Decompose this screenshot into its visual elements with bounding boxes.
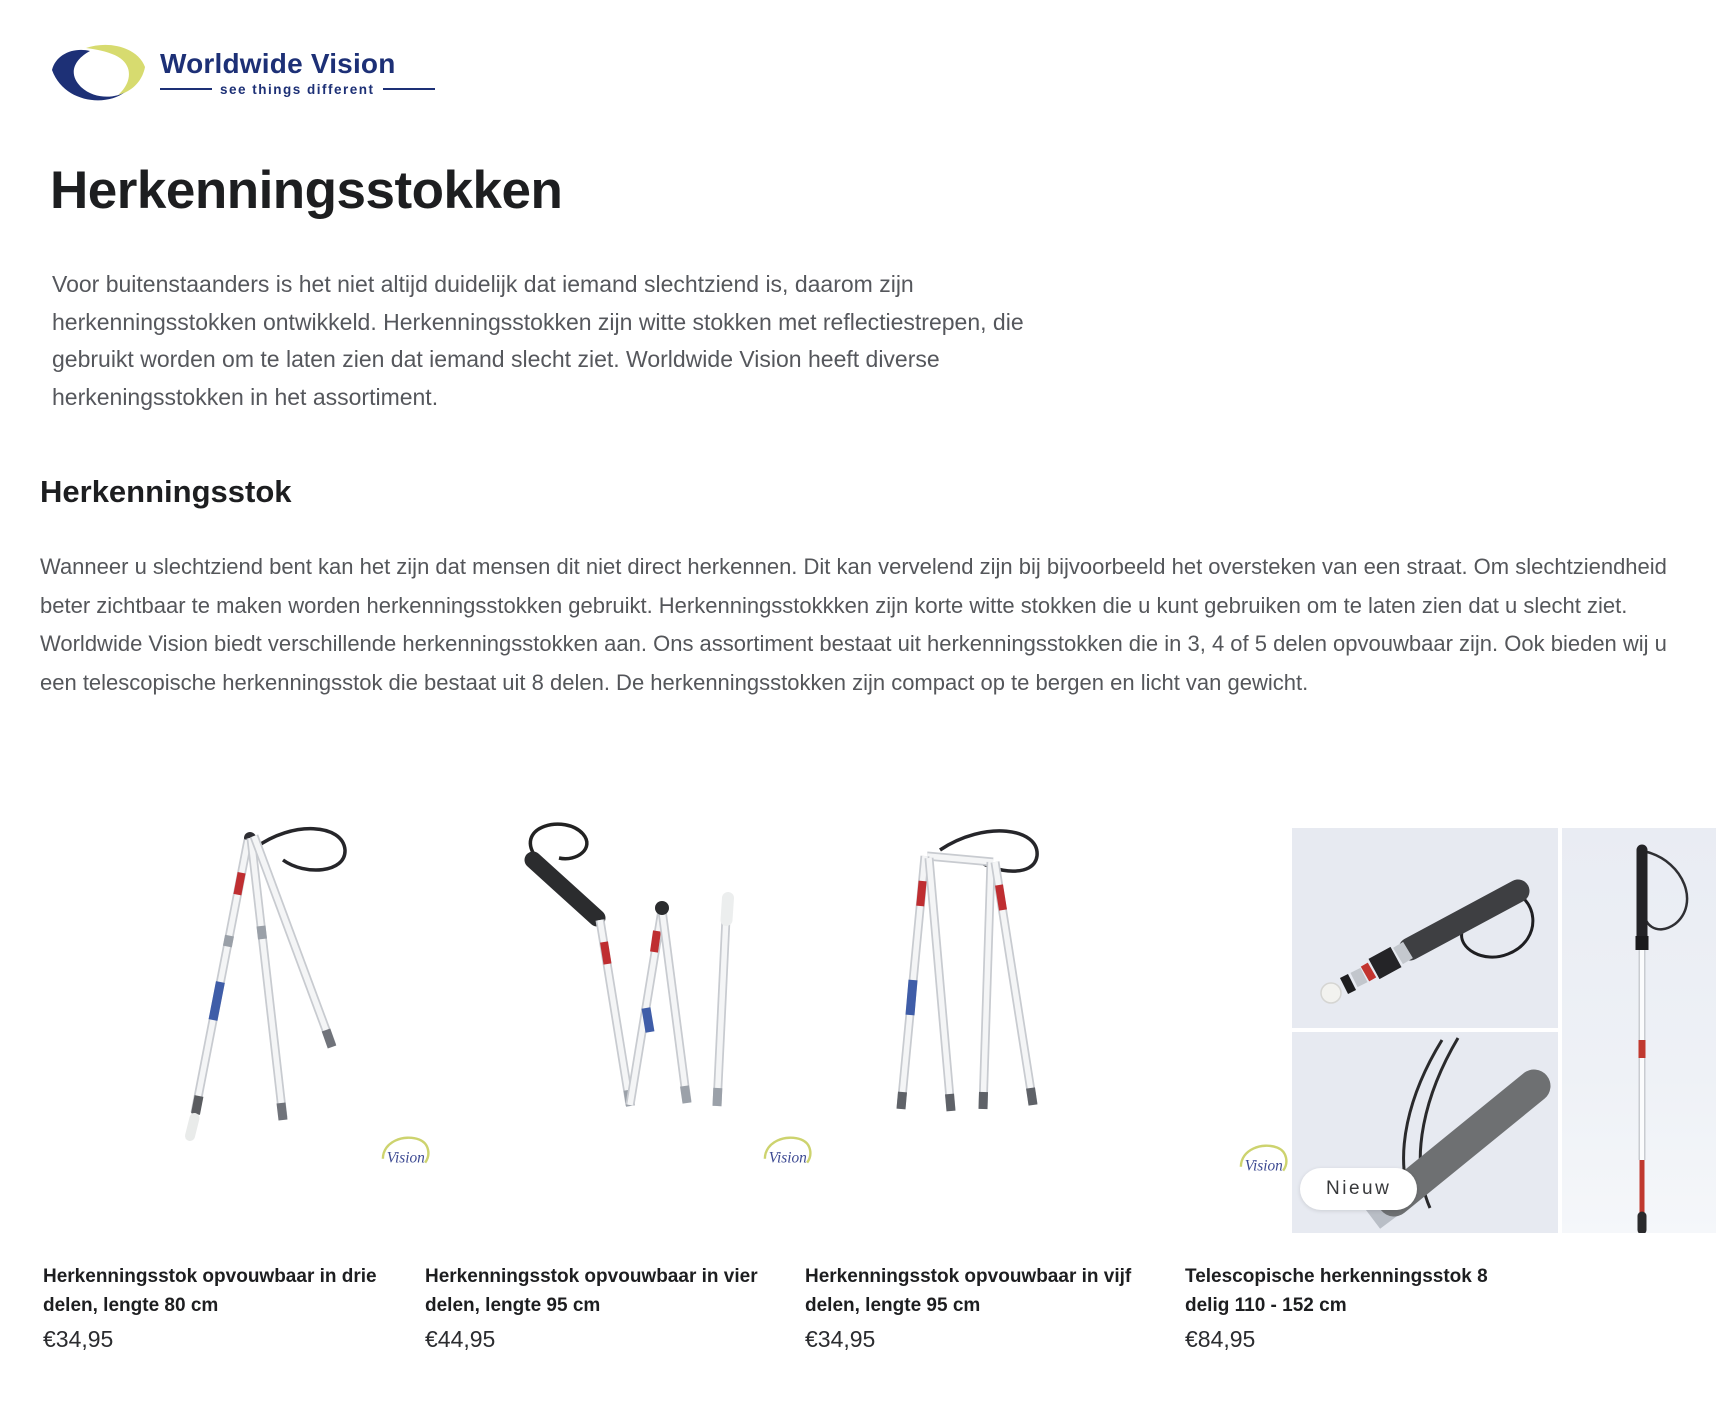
brand-logo[interactable] (48, 40, 435, 104)
product-card-vier-delen[interactable] (425, 818, 807, 1352)
product-image-vier-delen (425, 818, 805, 1170)
product-title[interactable]: Herkenningsstok opvouwbaar in vijf delen, lengte 95 cm (805, 1266, 1132, 1316)
product-title[interactable]: Telescopische herkenningsstok 8 delig 110 - 152 cm (1185, 1266, 1488, 1316)
product-image-vijf-delen (805, 818, 1185, 1170)
product-price: €84,95 (1185, 1326, 1256, 1352)
page-title: Herkenningsstokken (50, 161, 563, 220)
brand-tagline (160, 82, 435, 97)
svg-text:Vision: Vision (768, 1149, 807, 1167)
product-title[interactable]: Herkenningsstok opvouwbaar in vier delen, lengte 95 cm (425, 1266, 758, 1316)
new-badge: Nieuw (1300, 1168, 1417, 1210)
tagline-text: see things different (220, 81, 375, 97)
product-price: €34,95 (805, 1326, 876, 1352)
product-image-drie-delen (43, 818, 423, 1170)
eye-logo-icon (48, 40, 148, 104)
svg-text:Vision: Vision (386, 1149, 425, 1167)
vision-watermark-icon (1233, 1138, 1291, 1186)
logo-text (160, 48, 435, 97)
intro-paragraph: Voor buitenstaanders is het niet altijd duidelijk dat iemand slechtziend is, daarom zijn herkenningsstokken ontwikkeld. Herkenningsstokken zijn witte stokken met reflectiestrepen, die gebruikt worden om te laten zien dat iemand slecht ziet. Worldwide Vision heeft diverse herkeningsstokken in het assortiment. (52, 271, 1024, 410)
tagline-rule-left (160, 88, 212, 90)
svg-text:Vision: Vision (1244, 1157, 1283, 1175)
product-title[interactable]: Herkenningsstok opvouwbaar in drie delen, lengte 80 cm (43, 1266, 377, 1316)
product-price: €44,95 (425, 1326, 496, 1352)
product-image-telescopisch (1292, 828, 1716, 1233)
product-card-drie-delen[interactable] (43, 818, 425, 1352)
product-price: €34,95 (43, 1326, 114, 1352)
section-paragraph: Wanneer u slechtziend bent kan het zijn dat mensen dit niet direct herkennen. Dit kan vervelend zijn bij bijvoorbeeld het oversteken van een straat. Om slechtziendheid beter zichtbaar te maken worden herkenningsstokken gebruikt. Herkenningsstokkken zijn korte witte stokken die u kunt gebruiken om te laten zien dat u slecht ziet. Worldwide Vision biedt verschillende herkenningsstokken aan. Ons assortiment bestaat uit herkenningsstokken die in 3, 4 of 5 delen opvouwbaar zijn. Ook bieden wij u een telescopische herkenningsstok die bestaat uit 8 delen. De herkenningsstokken zijn compact op te bergen en licht van gewicht. (40, 554, 1667, 695)
tagline-rule-right (383, 88, 435, 90)
brand-name: Worldwide Vision (160, 47, 396, 79)
section-heading: Herkenningsstok (40, 474, 292, 509)
photo-panel-folded-cane (1292, 828, 1558, 1028)
photo-panel-upright-cane (1562, 828, 1716, 1233)
